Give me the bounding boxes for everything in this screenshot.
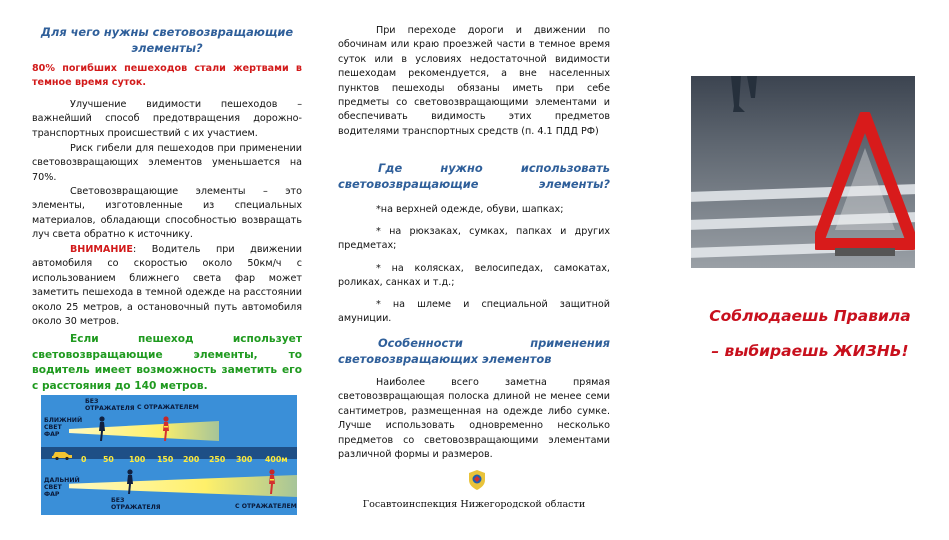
list-item: * на колясках, велосипедах, самокатах, роликах, санках и т.д.; [338,263,610,289]
tick-200: 200 [183,455,200,464]
tick-400: 400м [265,455,288,464]
stat-text: 80% погибших пешеходов стали жертвами в темное время суток. [32,63,302,89]
label-top-no-reflector: БЕЗ ОТРАЖАТЕЛЯ [85,398,135,412]
paragraph-rules: При переходе дороги и движении по обочинам или краю проезжей части в темное время суток или в условиях недостаточной видимости пешеходам рекомендуется, а вне населенных пунктов пешеходы обязаны иметь при себе предметы со световозвращающими элементами и обеспечивать видимость этих предметов водителями транспортных средств (п. 4.1 ПДД РФ) [338,25,610,137]
near-beam [69,421,219,441]
warning-triangle-icon [815,112,915,268]
list-item: * на рюкзаках, сумках, папках и других предметах; [338,226,610,252]
tick-0: 0 [81,455,87,464]
walking-legs [725,76,765,116]
heading-why: Для чего нужны световозвращающие элементы? [40,25,294,55]
paragraph-green: Если пешеход использует световозвращающие элементы, то водитель имеет возможность заметить его с расстояния до 140 метров. [32,333,302,392]
pedestrian-dark-far-icon [125,469,135,495]
tick-50: 50 [103,455,114,464]
heading-features: Особенности применения световозвращающих элементов [338,336,610,366]
warning-triangle-photo [691,76,915,268]
label-bottom-with-reflector: С ОТРАЖАТЕЛЕМ [235,503,297,510]
list-item: *на верхней одежде, обуви, шапках; [376,204,564,215]
tick-100: 100 [129,455,146,464]
warning-label: ВНИМАНИЕ [70,244,133,255]
label-near-beam: БЛИЖНИЙ СВЕТ ФАР [44,417,83,438]
pedestrian-reflector-far-icon [267,469,277,495]
paragraph-risk: Риск гибели для пешеходов при применении световозвращающих элементов уменьшается на 70%. [32,143,302,183]
paragraph-warning [32,243,302,329]
label-far-beam: ДАЛЬНИЙ СВЕТ ФАР [44,477,80,498]
list-item: * на шлеме и специальной защитной амуниции. [338,299,610,325]
paragraph-definition: Световозвращающие элементы – это элементы, изготовленные из специальных материалов, обладающи способностью возвращать луч света обратно к источнику. [32,186,302,241]
warning-text: : Водитель при движении автомобиля со скоростью около 50км/ч с использованием ближнего света фар может заметить пешехода в темной одежде на расстоянии около 25 метров, а остановочный путь автомобиля около 30 метров. [32,244,302,328]
tick-250: 250 [209,455,226,464]
pedestrian-dark-icon [97,416,107,442]
emblem-icon [468,470,486,490]
pedestrian-reflector-icon [161,416,171,442]
far-beam [69,475,297,497]
label-bottom-no-reflector: БЕЗ ОТРАЖАТЕЛЯ [111,497,161,511]
headlight-distance-figure [41,395,297,515]
paragraph-features: Наиболее всего заметна прямая световозвращающая полоска длиной не менее семи сантиметров, размещенная на одежде либо сумке. Лучше использовать одновременно несколько предметов со световозвращающими элементами различной формы и размеров. [338,377,610,461]
footer-organization: Госавтоинспекция Нижегородской области [362,499,586,510]
heading-where: Где нужно использовать световозвращающие элементы? [338,161,610,191]
label-top-with-reflector: С ОТРАЖАТЕЛЕМ [137,404,199,411]
tick-300: 300 [236,455,253,464]
slogan-line-1: Соблюдаешь Правила [709,307,911,325]
slogan-line-2: – выбираешь ЖИЗНЬ! [711,342,909,360]
paragraph-visibility: Улучшение видимости пешеходов – важнейший способ предотвращения дорожно-транспортных происшествий с их участием. [32,99,302,139]
car-icon [51,445,73,457]
tick-150: 150 [157,455,174,464]
